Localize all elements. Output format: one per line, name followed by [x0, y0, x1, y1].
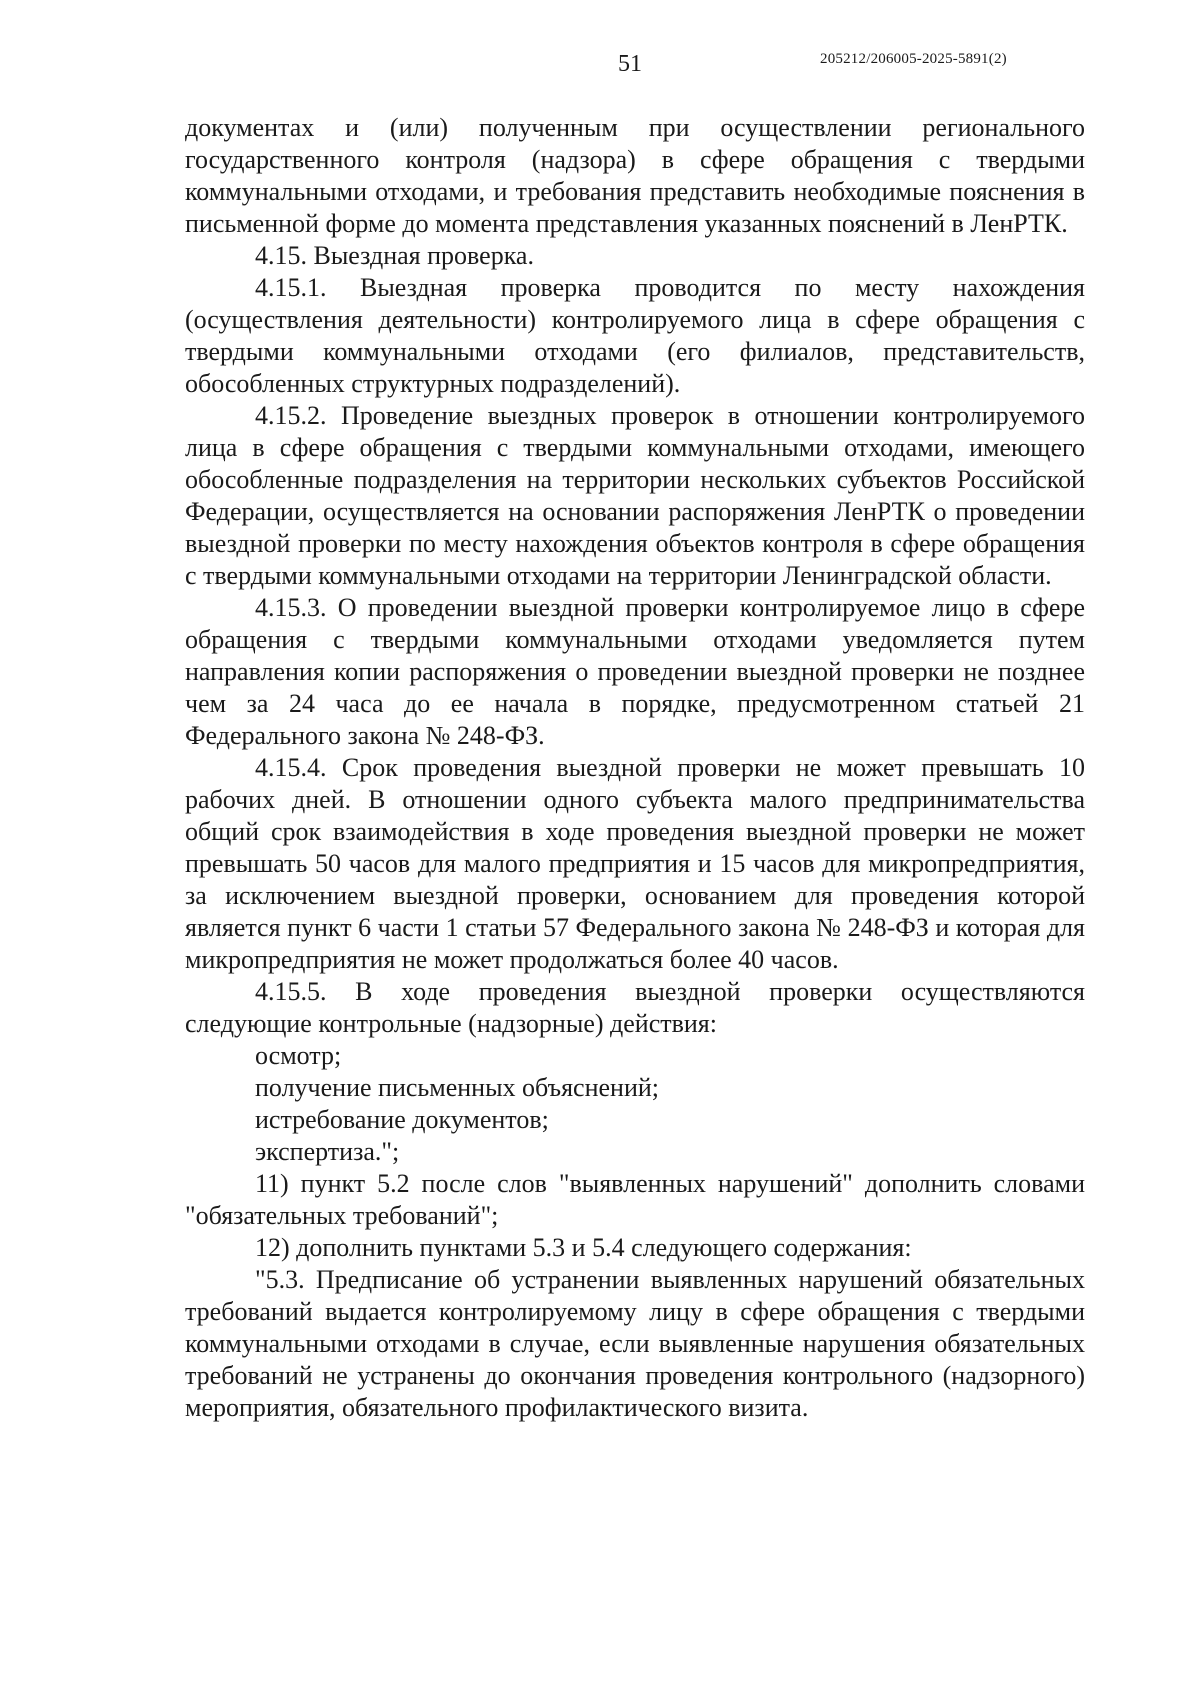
paragraph-4-15-5: 4.15.5. В ходе проведения выездной проверки осуществляются следующие контрольные (надзорные) действия:: [185, 977, 1085, 1038]
paragraph-4-15-1: 4.15.1. Выездная проверка проводится по месту нахождения (осуществления деятельности) контролируемого лица в сфере обращения с твердыми коммунальными отходами (его филиалов, представительств, обособленных структурных подразделений).: [185, 273, 1085, 398]
paragraph-item-12: 12) дополнить пунктами 5.3 и 5.4 следующего содержания:: [255, 1233, 912, 1262]
page-number: 51: [618, 51, 642, 77]
paragraph-4-15-2: 4.15.2. Проведение выездных проверок в отношении контролируемого лица в сфере обращения с твердыми коммунальными отходами, имеющего обособленные подразделения на территории нескольких субъектов Российской Федерации, осуществляется на основании распоряжения ЛенРТК о проведении выездной проверки по месту нахождения объектов контроля в сфере обращения с твердыми коммунальными отходами на территории Ленинградской области.: [185, 401, 1085, 590]
list-item: истребование документов;: [255, 1105, 549, 1134]
list-item: экспертиза.";: [255, 1137, 400, 1166]
paragraph-4-15: 4.15. Выездная проверка.: [255, 241, 534, 270]
paragraph-item-11: 11) пункт 5.2 после слов "выявленных нарушений" дополнить словами "обязательных требований";: [185, 1169, 1085, 1230]
paragraph-continuation: документах и (или) полученным при осуществлении регионального государственного контроля (надзора) в сфере обращения с твердыми коммунальными отходами, и требования представить необходимые пояснения в письменной форме до момента представления указанных пояснений в ЛенРТК.: [185, 113, 1085, 238]
paragraph-4-15-3: 4.15.3. О проведении выездной проверки контролируемое лицо в сфере обращения с твердыми коммунальными отходами уведомляется путем направления копии распоряжения о проведении выездной проверки не позднее чем за 24 часа до ее начала в порядке, предусмотренном статьей 21 Федерального закона № 248-ФЗ.: [185, 593, 1085, 750]
document-body: [185, 112, 1085, 1424]
document-id: 205212/206005-2025-5891(2): [820, 51, 1007, 67]
list-item: осмотр;: [255, 1041, 342, 1070]
paragraph-5-3: "5.3. Предписание об устранении выявленных нарушений обязательных требований выдается контролируемому лицу в сфере обращения с твердыми коммунальными отходами в случае, если выявленные нарушения обязательных требований не устранены до окончания проведения контрольного (надзорного) мероприятия, обязательного профилактического визита.: [185, 1265, 1085, 1422]
paragraph-4-15-4: 4.15.4. Срок проведения выездной проверки не может превышать 10 рабочих дней. В отношении одного субъекта малого предпринимательства общий срок взаимодействия в ходе проведения выездной проверки не может превышать 50 часов для малого предприятия и 15 часов для микропредприятия, за исключением выездной проверки, основанием для проведения которой является пункт 6 части 1 статьи 57 Федерального закона № 248-ФЗ и которая для микропредприятия не может продолжаться более 40 часов.: [185, 753, 1085, 974]
list-item: получение письменных объяснений;: [255, 1073, 659, 1102]
